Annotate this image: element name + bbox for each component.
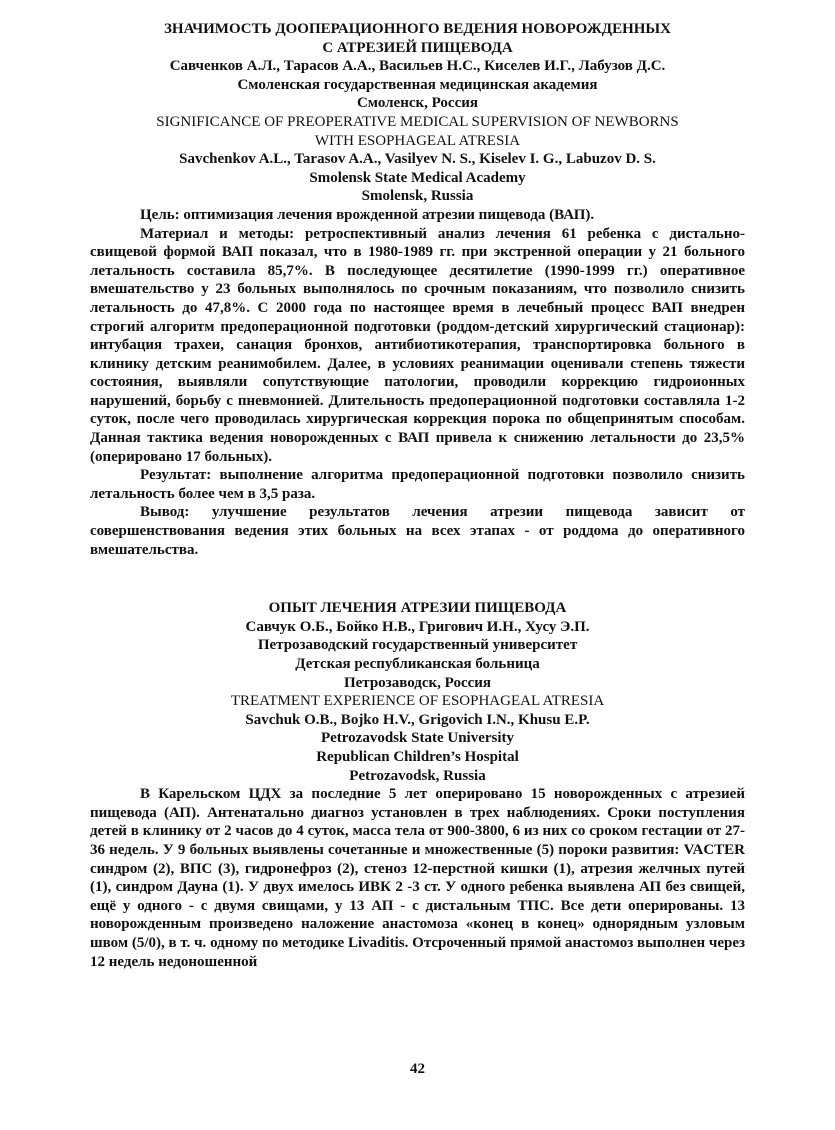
article-1-city-en: Smolensk, Russia bbox=[361, 188, 474, 205]
article-1-authors-ru: Савченков А.Л., Тарасов А.А., Васильев Н.С., Киселев И.Г., Лабузов Д.С. bbox=[169, 58, 666, 75]
article-2-institution-1-en: Petrozavodsk State University bbox=[320, 730, 515, 747]
article-1-title-en-line-1: SIGNIFICANCE OF PREOPERATIVE MEDICAL SUPERVISION OF NEWBORNS bbox=[156, 113, 679, 130]
page-number: 42 bbox=[410, 1061, 425, 1077]
article-2-authors-en: Savchuk O.B., Bojko H.V., Grigovich I.N., Khusu E.P. bbox=[245, 711, 590, 728]
article-2-city-ru: Петрозаводск, Россия bbox=[343, 674, 492, 691]
section-spacer bbox=[90, 559, 745, 599]
article-1-title-en-line-2: WITH ESOPHAGEAL ATRESIA bbox=[314, 132, 521, 149]
article-2-title-en: TREATMENT EXPERIENCE OF ESOPHAGEAL ATRESIA bbox=[230, 693, 605, 710]
article-1-conclusion-paragraph: Вывод: улучшение результатов лечения атрезии пищевода зависит от совершенствования ведения этих больных на всех этапах - от роддома до оперативного вмешательства. bbox=[90, 504, 745, 558]
article-1-city-ru: Смоленск, Россия bbox=[356, 95, 479, 112]
article-1-institution-en: Smolensk State Medical Academy bbox=[309, 169, 526, 186]
article-2-authors-ru: Савчук О.Б., Бойко Н.В., Григович И.Н., Хусу Э.П. bbox=[245, 618, 590, 635]
article-2-body-paragraph: В Карельском ЦДХ за последние 5 лет оперировано 15 новорожденных с атрезией пищевода (АП). Антенатально диагноз установлен в трех наблюдениях. Сроки поступления детей в клинику от 2 часов до 4 суток, масса тела от 900-3800, 6 из них со сроком гестации от 27-36 недель. У 9 больных выявлены сочетанные и множественные (5) пороки развития: VACTER синдром (2), ВПС (3), гидронефроз (2), стеноз 12-перстной кишки (1), атрезия желчных путей (1), синдром Дауна (1). У двух имелось ИВК 2 -3 ст. У одного ребенка выявлена АП без свищей, ещё у одного - с двумя свищами, у 13 АП - с дистальным ТПС. Все дети оперированы. 13 новорожденным произведено наложение анастомоза «конец в конец» однорядным узловым швом (5/0), в т. ч. одному по методике Livaditis. Отсроченный прямой анастомоз выполнен через 12 недель недоношенной bbox=[90, 786, 745, 970]
article-2-institution-2-ru: Детская республиканская больница bbox=[295, 656, 540, 672]
article-1-result-paragraph: Результат: выполнение алгоритма предоперационной подготовки позволило снизить летальность более чем в 3,5 раза. bbox=[90, 467, 745, 502]
article-2-institution-1-ru: Петрозаводский государственный университет bbox=[257, 637, 578, 654]
article-2-city-en: Petrozavodsk, Russia bbox=[349, 767, 486, 784]
article-2 bbox=[90, 599, 745, 971]
article-2-institution-2-en: Republican Children’s Hospital bbox=[316, 748, 519, 765]
article-1-aim-paragraph: Цель: оптимизация лечения врожденной атрезии пищевода (ВАП). bbox=[140, 206, 595, 223]
article-1-institution-ru: Смоленская государственная медицинская академия bbox=[237, 76, 598, 93]
article-1-title-ru-line-1: ЗНАЧИМОСТЬ ДООПЕРАЦИОННОГО ВЕДЕНИЯ НОВОРОЖДЕННЫХ bbox=[163, 21, 671, 37]
article-1-authors-en: Savchenkov A.L., Tarasov A.A., Vasilyev N. S., Kiselev I. G., Labuzov D. S. bbox=[179, 151, 656, 168]
article-1-methods-paragraph: Материал и методы: ретроспективный анализ лечения 61 ребенка с дистально-свищевой формой ВАП показал, что в 1980-1989 гг. при экстренной операции у 21 больного летальность составила 85,7%. В последующее десятилетие (1990-1999 гг.) оперативное вмешательство у 23 больных выполнялось по срочным показаниям, что позволило снизить летальность до 47,8%. С 2000 года по настоящее время в лечебный процесс ВАП внедрен строгий алгоритм предоперационной подготовки (роддом-детский хирургический стационар): интубация трахеи, санация бронхов, антибиотикотерапия, транспортировка больного в клинику детским реанимобилем. Далее, в условиях реанимации оценивали степень тяжести состояния, выявляли сопутствующие патологии, проводили коррекцию гидроионных нарушений, борьбу с пневмонией. Длительность предоперационной подготовки составляла 1-2 суток, после чего проводилась хирургическая коррекция порока по общепринятым способам. Данная тактика ведения новорожденных с ВАП привела к снижению летальности до 23,5% (оперировано 17 больных). bbox=[90, 225, 745, 465]
article-1-title-ru-line-2: С АТРЕЗИЕЙ ПИЩЕВОДА bbox=[322, 39, 513, 56]
article-2-title-ru: ОПЫТ ЛЕЧЕНИЯ АТРЕЗИИ ПИЩЕВОДА bbox=[268, 600, 567, 617]
article-1 bbox=[90, 20, 745, 559]
page-content bbox=[90, 20, 745, 971]
